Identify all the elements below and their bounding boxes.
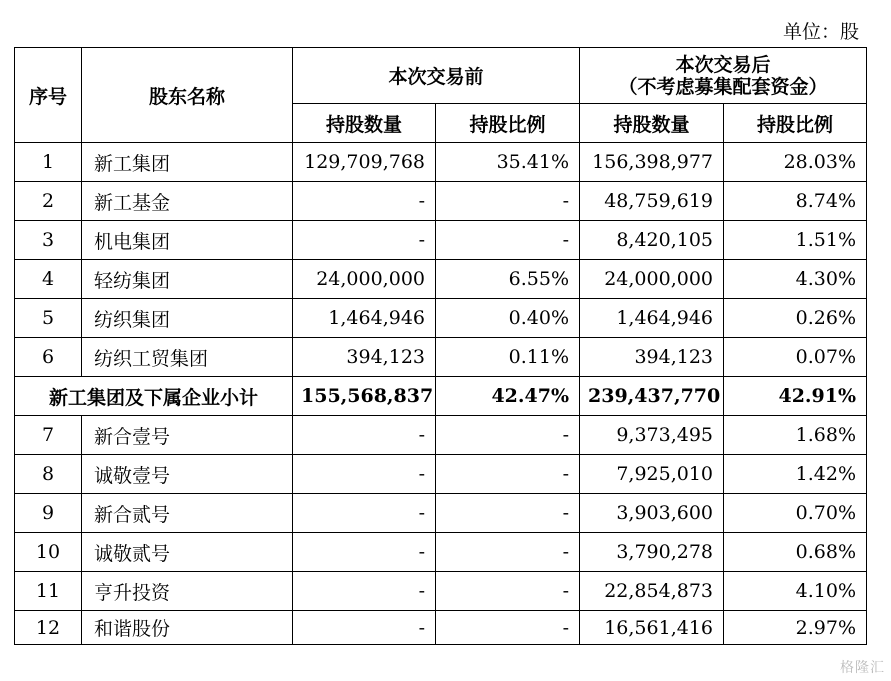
subtotal-after-shares: 239,437,770	[580, 377, 724, 416]
table-row	[15, 299, 867, 338]
cell-after-ratio: 0.68%	[724, 533, 867, 572]
subtotal-before-ratio: 42.47%	[436, 377, 580, 416]
cell-before-ratio: -	[436, 533, 580, 572]
header-after-line1: 本次交易后	[675, 53, 771, 76]
cell-before-ratio: -	[436, 221, 580, 260]
cell-index: 2	[15, 182, 82, 221]
cell-index: 12	[15, 611, 82, 645]
cell-before-shares: -	[293, 455, 436, 494]
cell-before-shares: 1,464,946	[293, 299, 436, 338]
cell-after-ratio: 2.97%	[724, 611, 867, 645]
table-row	[15, 260, 867, 299]
cell-index: 8	[15, 455, 82, 494]
cell-before-ratio: -	[436, 182, 580, 221]
header-before-transaction: 本次交易前	[293, 48, 580, 104]
cell-index: 1	[15, 143, 82, 182]
table-row	[15, 611, 867, 645]
cell-after-shares: 3,790,278	[580, 533, 724, 572]
table-row	[15, 338, 867, 377]
cell-before-shares: -	[293, 494, 436, 533]
cell-after-shares: 22,854,873	[580, 572, 724, 611]
cell-before-ratio: -	[436, 494, 580, 533]
table-row	[15, 572, 867, 611]
cell-shareholder-name: 轻纺集团	[82, 260, 293, 299]
cell-after-shares: 394,123	[580, 338, 724, 377]
cell-after-ratio: 8.74%	[724, 182, 867, 221]
header-index: 序号	[15, 48, 82, 143]
table-row	[15, 416, 867, 455]
unit-label: 单位：股	[782, 21, 859, 43]
cell-after-ratio: 0.70%	[724, 494, 867, 533]
cell-after-ratio: 4.30%	[724, 260, 867, 299]
cell-before-ratio: 6.55%	[436, 260, 580, 299]
cell-before-shares: 24,000,000	[293, 260, 436, 299]
cell-index: 3	[15, 221, 82, 260]
cell-before-ratio: 0.11%	[436, 338, 580, 377]
cell-before-shares: -	[293, 572, 436, 611]
header-after-line2: （不考虑募集配套资金）	[618, 75, 828, 98]
cell-after-shares: 24,000,000	[580, 260, 724, 299]
cell-shareholder-name: 诚敬壹号	[82, 455, 293, 494]
subtotal-label: 新工集团及下属企业小计	[15, 377, 293, 416]
table-row	[15, 182, 867, 221]
cell-after-shares: 156,398,977	[580, 143, 724, 182]
cell-before-shares: -	[293, 611, 436, 645]
cell-index: 4	[15, 260, 82, 299]
cell-before-ratio: -	[436, 572, 580, 611]
header-after-shares: 持股数量	[580, 104, 724, 143]
cell-before-ratio: 0.40%	[436, 299, 580, 338]
cell-before-shares: 129,709,768	[293, 143, 436, 182]
cell-index: 10	[15, 533, 82, 572]
cell-after-shares: 3,903,600	[580, 494, 724, 533]
table-row	[15, 221, 867, 260]
cell-after-shares: 7,925,010	[580, 455, 724, 494]
cell-index: 5	[15, 299, 82, 338]
cell-index: 11	[15, 572, 82, 611]
table-row	[15, 455, 867, 494]
cell-after-ratio: 1.42%	[724, 455, 867, 494]
subtotal-before-shares: 155,568,837	[293, 377, 436, 416]
cell-shareholder-name: 新工集团	[82, 143, 293, 182]
cell-shareholder-name: 纺织工贸集团	[82, 338, 293, 377]
subtotal-row	[15, 377, 867, 416]
cell-after-shares: 16,561,416	[580, 611, 724, 645]
cell-after-ratio: 1.51%	[724, 221, 867, 260]
cell-after-shares: 1,464,946	[580, 299, 724, 338]
table-row	[15, 143, 867, 182]
cell-after-shares: 8,420,105	[580, 221, 724, 260]
cell-after-ratio: 28.03%	[724, 143, 867, 182]
cell-after-ratio: 0.26%	[724, 299, 867, 338]
cell-after-shares: 48,759,619	[580, 182, 724, 221]
cell-before-shares: 394,123	[293, 338, 436, 377]
cell-before-shares: -	[293, 416, 436, 455]
header-after-transaction	[580, 48, 867, 104]
cell-after-ratio: 1.68%	[724, 416, 867, 455]
cell-before-ratio: -	[436, 416, 580, 455]
cell-shareholder-name: 新工基金	[82, 182, 293, 221]
table-row	[15, 494, 867, 533]
subtotal-after-ratio: 42.91%	[724, 377, 867, 416]
cell-index: 6	[15, 338, 82, 377]
cell-shareholder-name: 亨升投资	[82, 572, 293, 611]
cell-index: 7	[15, 416, 82, 455]
cell-index: 9	[15, 494, 82, 533]
cell-shareholder-name: 新合贰号	[82, 494, 293, 533]
cell-shareholder-name: 和谐股份	[82, 611, 293, 645]
cell-shareholder-name: 新合壹号	[82, 416, 293, 455]
cell-before-ratio: -	[436, 611, 580, 645]
header-row-top	[15, 48, 867, 104]
cell-before-shares: -	[293, 221, 436, 260]
cell-after-shares: 9,373,495	[580, 416, 724, 455]
cell-shareholder-name: 纺织集团	[82, 299, 293, 338]
header-shareholder-name: 股东名称	[82, 48, 293, 143]
header-before-shares: 持股数量	[293, 104, 436, 143]
header-before-ratio: 持股比例	[436, 104, 580, 143]
shareholding-table	[14, 47, 867, 645]
cell-shareholder-name: 诚敬贰号	[82, 533, 293, 572]
table-row	[15, 533, 867, 572]
header-after-ratio: 持股比例	[724, 104, 867, 143]
cell-before-shares: -	[293, 182, 436, 221]
cell-shareholder-name: 机电集团	[82, 221, 293, 260]
cell-before-ratio: -	[436, 455, 580, 494]
cell-before-ratio: 35.41%	[436, 143, 580, 182]
cell-after-ratio: 0.07%	[724, 338, 867, 377]
cell-before-shares: -	[293, 533, 436, 572]
watermark-logo: 格隆汇	[840, 660, 885, 676]
cell-after-ratio: 4.10%	[724, 572, 867, 611]
